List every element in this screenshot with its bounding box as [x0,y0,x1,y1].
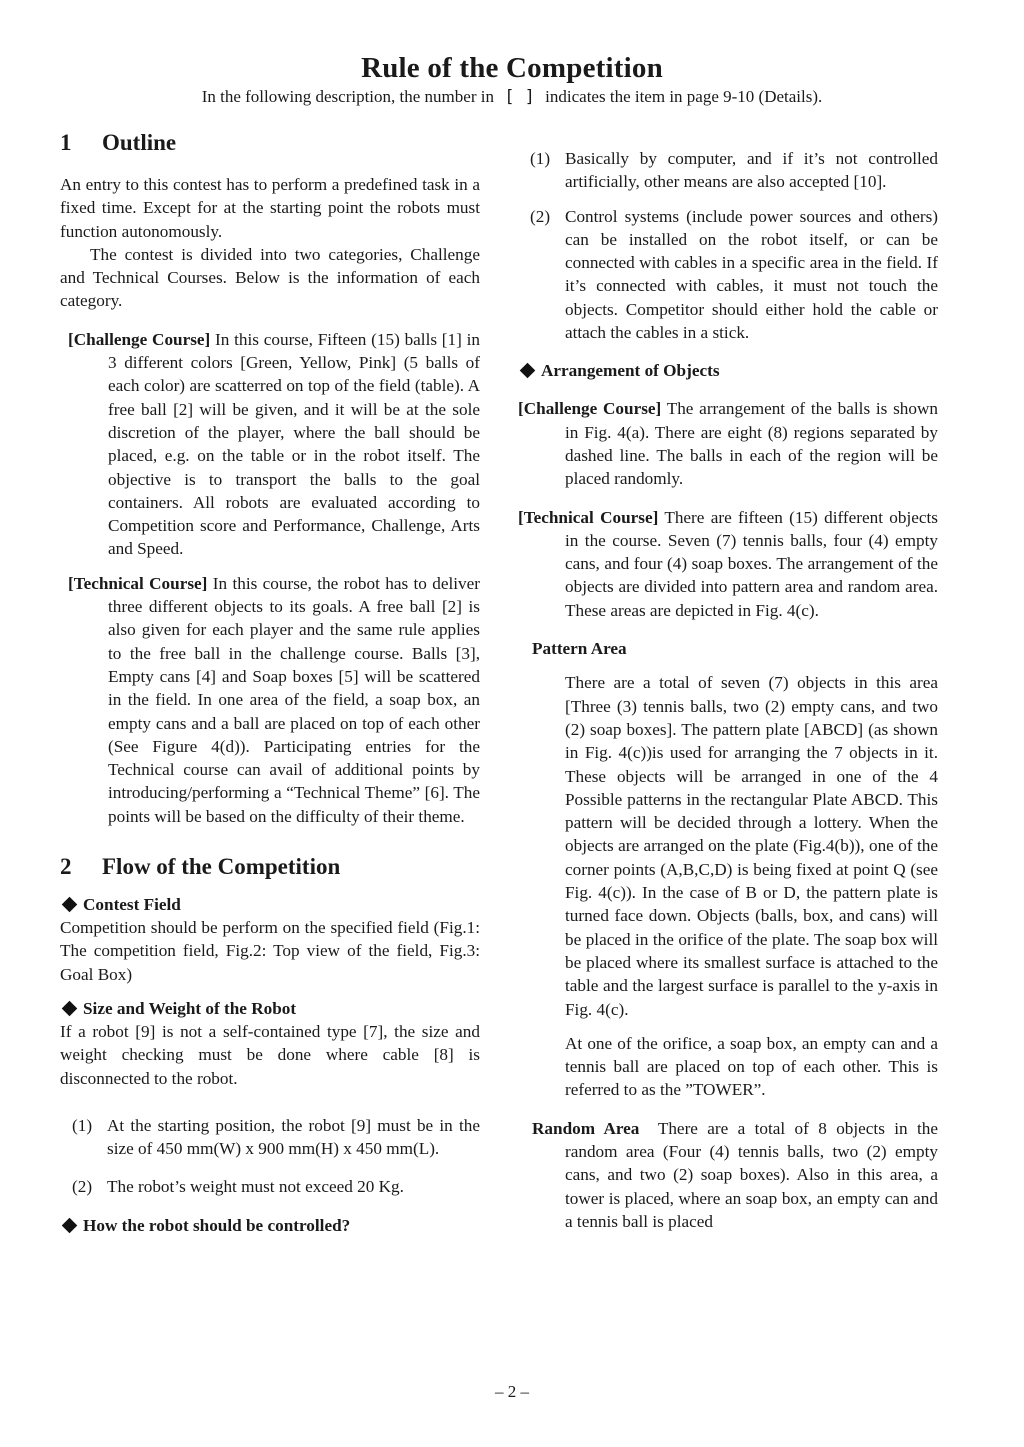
contest-field-text: Competition should be perform on the specified field (Fig.1: The competition field, Fig.2: Top view of the field, Fig.3: Goal Box) [60,918,480,984]
random-area-description [518,1117,938,1233]
section-number: 1 [60,130,72,155]
list-item [60,1175,480,1198]
subheading-text: Arrangement of Objects [541,361,720,381]
section-title: Flow of the Competition [102,854,341,880]
outline-paragraph-2: The contest is divided into two categories, Challenge and Technical Courses. Below is the information of each category. [60,244,480,311]
arrangement-technical-description [518,506,938,622]
list-item-text: The robot’s weight must not exceed 20 Kg. [107,1177,404,1197]
diamond-bullet-icon [520,363,536,379]
subtitle-text-after: indicates the item in page 9-10 (Details). [545,87,823,106]
outline-paragraph-1: An entry to this contest has to perform a predefined task in a fixed time. Except for at the starting point the robots must function autonomously. [60,175,480,241]
list-item-label: (2) [72,1177,93,1197]
section-1-heading [60,128,480,158]
subtitle-text-before: In the following description, the number in [201,87,494,106]
list-item [518,205,938,345]
control-heading [60,1214,480,1237]
document-subtitle [0,87,1024,107]
pattern-area-paragraph-1: There are a total of seven (7) objects in this area [Three (3) tennis balls, two (2) empty cans, and two (2) soap boxes]. The pattern plate [ABCD] (as shown in Fig. 4(c))is used for arranging the 7 objects in it. These objects will be arranged in one of the 4 Possible patterns in the rectangular Plate ABCD. This pattern will be decided through a lottery. When the objects are arranged on the plate (Fig.4(b)), one of the corner points (A,B,C,D) is being fixed at point Q (see Fig. 4(c)). In the case of B or D, the pattern plate is turned face down. Objects (balls, box, and cans) will be placed in the orifice of the plate. The soap box will be placed where its smallest surface is attached to the table and the largest surface is parallel to the y-axis in Fig. 4(c). [565,673,938,1019]
section-title: Outline [102,130,177,155]
diamond-bullet-icon [62,1217,78,1233]
list-item [60,1114,480,1161]
page-number: – 2 – [495,1382,529,1401]
subtitle-brackets: [ ] [504,87,535,107]
subheading-text: Contest Field [83,895,181,915]
challenge-course-label: [Challenge Course] [518,399,662,419]
random-area-text: There are a total of 8 objects in the random area (Four (4) tennis balls, two (2) empty cans, and two (2) soap boxes). Also in this area, a tower is placed, where an soap box, an empty can and a tennis ball is placed [565,1118,938,1231]
subheading-text: How the robot should be controlled? [83,1215,351,1235]
list-item-label: (2) [530,206,551,226]
list-item-label: (1) [530,149,551,168]
right-column [518,147,938,1233]
list-item-text: At the starting position, the robot [9] must be in the size of 450 mm(W) x 900 mm(H) x 450 mm(L). [107,1115,480,1159]
diamond-bullet-icon [62,897,78,913]
challenge-course-description [60,328,480,561]
section-number: 2 [60,854,72,880]
section-2-heading [60,852,480,882]
arrangement-technical-text: There are fifteen (15) different objects in the course. Seven (7) tennis balls, four (4) empty cans, and four (4) soap boxes. The arrangement of the objects are divided into pattern area and random area. These areas are depicted in Fig. 4(c). [565,507,938,620]
control-list [518,147,938,344]
challenge-course-label: [Challenge Course] [68,329,211,349]
technical-course-label: [Technical Course] [518,507,659,527]
contest-field-heading [60,893,480,916]
list-item-text: Basically by computer, and if it’s not controlled artificially, other means are also accepted [10]. [565,149,938,192]
page-header [0,50,1024,107]
list-item-text: Control systems (include power sources and others) can be installed on the robot itself, or can be connected with cables in a specific area in the field. If it’s connected with cables, it must not touch the objects. Competitor should either hold the cable or attach the cables in a stick. [565,206,938,343]
subheading-text: Size and Weight of the Robot [83,998,297,1018]
document-title: Rule of the Competition [361,52,663,84]
technical-course-description [60,572,480,828]
random-area-label: Random Area [532,1118,640,1138]
size-weight-text: If a robot [9] is not a self-contained type [7], the size and weight checking must be done where cable [8] is disconnected to the robot. [60,1021,480,1088]
size-weight-list [60,1114,480,1199]
left-column [60,128,480,1237]
pattern-area-heading: Pattern Area [532,639,627,659]
arrangement-challenge-text: The arrangement of the balls is shown in Fig. 4(a). There are eight (8) regions separated by dashed line. The balls in each of the region will be placed randomly. [565,399,938,489]
list-item [518,147,938,194]
technical-course-label: [Technical Course] [68,573,208,593]
diamond-bullet-icon [62,1001,78,1017]
size-weight-heading [60,997,480,1020]
pattern-area-paragraph-2: At one of the orifice, a soap box, an empty can and a tennis ball are placed on top of each other. This is referred to as the ”TOWER”. [565,1033,938,1100]
list-item-label: (1) [72,1115,93,1135]
technical-course-text: In this course, the robot has to deliver three different objects to its goals. A free ball [2] is also given for each player and the same rule applies to the free ball in the challenge course. Balls [3], Empty cans [4] and Soap boxes [5] will be scattered in the field. In one area of the field, a soap box, an empty cans and a ball are placed on top of each other (See Figure 4(d)). Participating entries for the Technical course can avail of additional points by introducing/performing a “Technical Theme” [6]. The points will be based on the difficulty of their theme. [108,573,480,826]
arrangement-heading [518,359,938,382]
arrangement-challenge-description [518,397,938,490]
challenge-course-text: In this course, Fifteen (15) balls [1] in 3 different colors [Green, Yellow, Pink] (5 balls of each color) are scatterred on top of the field (table). A free ball [2] will be given, and it will be at the sole discretion of the player, where the ball should be placed, e.g. on the table or in the robot itself. The objective is to transport the balls to the goal containers. All robots are evaluated according to Competition score and Performance, Challenge, Arts and Speed. [108,329,480,559]
